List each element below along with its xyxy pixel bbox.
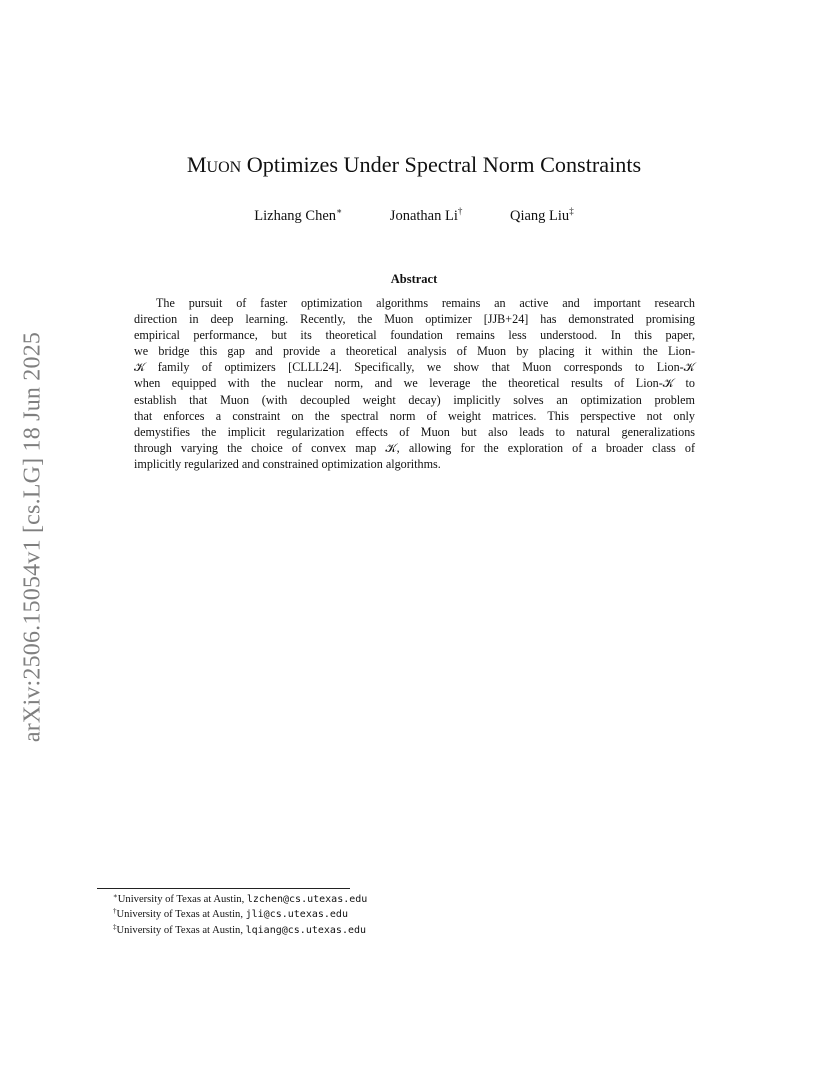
author-footnote-mark: † [457, 206, 463, 216]
abstract-line: empirical performance, but its theoretical foundation remains less understood. In this paper, [134, 328, 695, 343]
footnote-email: lqiang@cs.utexas.edu [245, 924, 367, 936]
title-method-name: Muon [186, 152, 242, 177]
abstract-heading: Abstract [390, 272, 438, 286]
abstract-line: establish that Muon (with decoupled weight decay) implicitly solves an optimization problem [134, 392, 695, 407]
author [254, 206, 342, 226]
footnote-mark: ‡ [113, 922, 117, 931]
author-name: Lizhang Chen [254, 208, 337, 224]
footnote [113, 892, 367, 907]
abstract-line: The pursuit of faster optimization algorithms remains an active and important research [156, 296, 695, 310]
author-footnote-mark: ∗ [336, 206, 343, 216]
author-name: Qiang Liu [509, 208, 570, 224]
footnotes [113, 892, 367, 938]
author-name: Jonathan Li [389, 208, 458, 224]
abstract-line: demystifies the implicit regularization effects of Muon but also leads to natural generalizations [134, 424, 695, 439]
abstract-line: when equipped with the nuclear norm, and we leverage the theoretical results of Lion-𝒦 to [134, 376, 695, 391]
footnote-affiliation: University of Texas at Austin, [117, 894, 247, 905]
abstract-text [134, 295, 695, 472]
abstract-line: through varying the choice of convex map 𝒦, allowing for the exploration of a broader class of [134, 440, 695, 455]
abstract-line: direction in deep learning. Recently, the Muon optimizer [JJB+24] has demonstrated promising [134, 312, 695, 327]
footnote-email: lzchen@cs.utexas.edu [246, 894, 368, 905]
abstract-line: implicitly regularized and constrained optimization algorithms. [134, 456, 441, 471]
author-list [0, 206, 828, 226]
author-footnote-mark: ‡ [569, 206, 574, 216]
footnote [113, 907, 367, 922]
abstract-line: we bridge this gap and provide a theoretical analysis of Muon by placing it within the Lion- [134, 344, 695, 359]
footnote [113, 923, 367, 938]
author [510, 206, 574, 226]
footnote-affiliation: University of Texas at Austin, [116, 924, 246, 936]
author [390, 206, 463, 226]
footnote-mark: † [113, 907, 117, 916]
abstract-line: that enforces a constraint on the spectral norm of weight matrices. This perspective not only [134, 408, 695, 423]
paper-title [0, 151, 828, 179]
footnote-mark: ∗ [113, 892, 118, 900]
abstract-line: 𝒦 family of optimizers [CLLL24]. Specifically, we show that Muon corresponds to Lion-𝒦 [134, 360, 695, 375]
footnote-email: jli@cs.utexas.edu [245, 909, 348, 921]
title-text: Optimizes Under Spectral Norm Constraints [241, 152, 642, 177]
footnote-divider [97, 888, 350, 889]
arxiv-identifier: arXiv:2506.15054v1 [cs.LG] 18 Jun 2025 [19, 331, 46, 743]
footnote-affiliation: University of Texas at Austin, [116, 909, 246, 921]
